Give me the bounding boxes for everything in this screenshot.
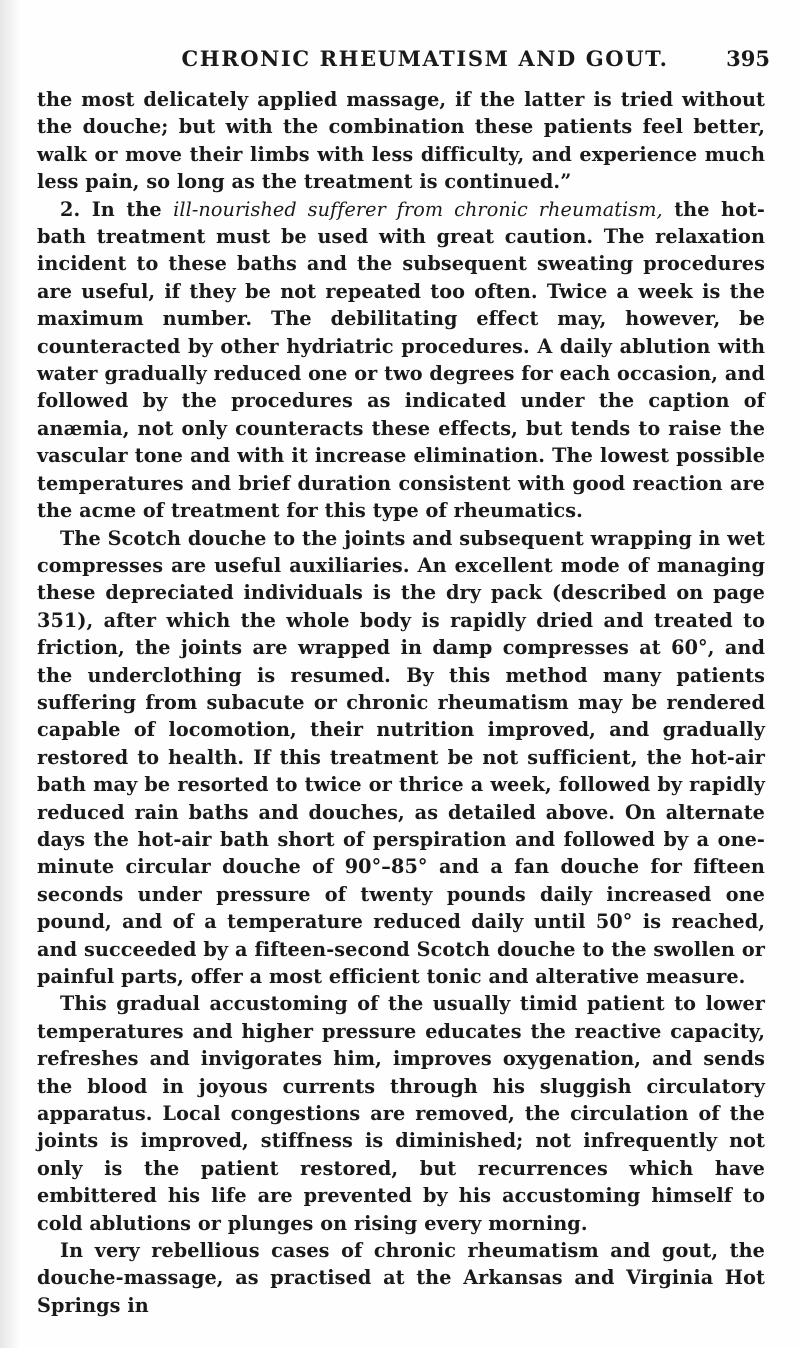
page-edge-shadow <box>0 0 20 1348</box>
paragraph-scotch-douche: The Scotch douche to the joints and subsequent wrapping in wet compresses are useful auxiliaries. An excellent mode of managing these depreciated individuals is the dry pack (described on page 351), after which the whole body is rapidly dried and treated to friction, the joints are wrapped in damp compresses at 60°, and the underclothing is resumed. By this method many patients suffering from subacute or chronic rheumatism may be rendered capable of locomotion, their nutrition improved, and gradually restored to health. If this treatment be not sufficient, the hot-air bath may be resorted to twice or thrice a week, followed by rapidly reduced rain baths and douches, as detailed above. On alternate days the hot-air bath short of perspiration and followed by a one-minute circular douche of 90°–85° and a fan douche for fifteen seconds under pressure of twenty pounds daily increased one pound, and of a temperature reduced daily until 50° is reached, and succeeded by a fifteen-second Scotch douche to the swollen or painful parts, offer a most efficient tonic and alterative measure. <box>37 526 765 988</box>
paragraph-rebellious-cases: In very rebellious cases of chronic rheumatism and gout, the douche-massage, as practised at the Arkansas and Virginia Hot Springs in <box>37 1239 765 1317</box>
paragraph-rest: the hot-bath treatment must be used with great caution. The relaxation incident to these baths and the subsequent sweating procedures are useful, if they be not repeated too often. Twice a week is the maximum number. The debilitating effect may, however, be counteracted by other hydriatric procedures. A daily ablution with water gradually reduced one or two degrees for each occasion, and followed by the procedures as indicated under the caption of anæmia, not only counteracts these effects, but tends to raise the vascular tone and with it increase elimination. The lowest possible temperatures and brief duration consistent with good reaction are the acme of treatment for this type of rheumatics. <box>37 197 765 523</box>
paragraph-continuation: the most delicately applied massage, if the latter is tried without the douche; but with the combination these patients feel better, walk or move their limbs with less difficulty, and experience much less pain, so long as the treatment is continued.” <box>37 88 765 194</box>
paragraph-lead: 2. In the <box>60 197 174 221</box>
running-title: CHRONIC RHEUMATISM AND GOUT. <box>181 46 669 71</box>
paragraph-gradual-accustoming: This gradual accustoming of the usually timid patient to lower temperatures and higher pressure educates the reactive capacity, refreshes and invigorates him, improves oxygenation, and sends the blood in joyous currents through his sluggish circulatory apparatus. Local congestions are removed, the circulation of the joints is improved, stiffness is diminished; not infrequently not only is the patient restored, but recurrences which have embittered his life are prevented by his accustoming himself to cold ablutions or plunges on rising every morning. <box>37 992 765 1235</box>
running-head <box>40 44 770 74</box>
paragraph-ill-nourished <box>37 196 765 525</box>
page-number: 395 <box>726 46 770 71</box>
body-text <box>37 86 765 1319</box>
italic-phrase: ill-nourished sufferer from chronic rheumatism, <box>173 197 663 221</box>
